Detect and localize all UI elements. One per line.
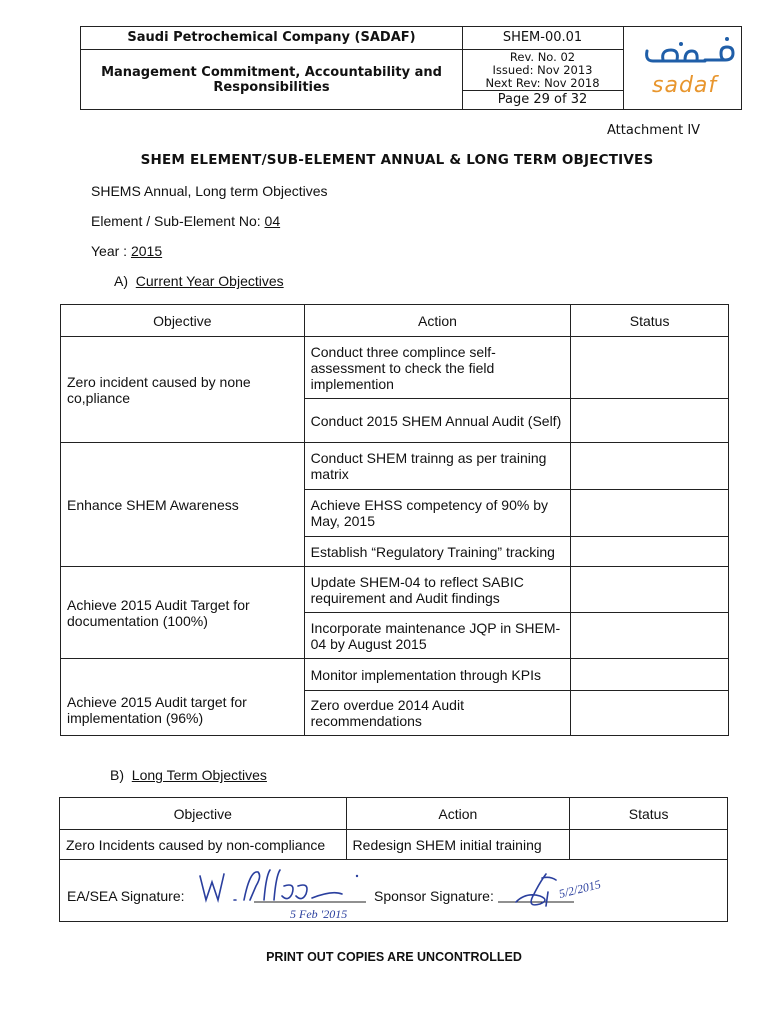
page-number: Page 29 of 32 [497,92,588,107]
company-name: Saudi Petrochemical Company (SADAF) [81,27,462,50]
document-control-block [462,27,624,109]
status-cell [571,443,729,490]
element-number-value: 04 [264,213,281,229]
document-title-line1: Management Commitment, Accountability and [101,64,442,80]
issued-date: Issued: Nov 2013 [492,63,593,77]
section-b-letter: B) [110,767,124,783]
section-a-letter: A) [114,273,128,289]
action-header: Action [304,305,571,337]
objective-cell: Achieve 2015 Audit Target for documentation (100%) [61,567,305,659]
document-code: SHEM-00.01 [462,27,623,50]
action-cell: Redesign SHEM initial training [346,830,570,860]
year-value: 2015 [130,243,163,259]
action-cell: Achieve EHSS competency of 90% by May, 2015 [304,490,571,537]
action-cell: Conduct SHEM trainng as per training matrix [304,443,571,490]
action-header: Action [346,798,570,830]
objective-header: Objective [61,305,305,337]
element-number-label: Element / Sub-Element No: [91,213,265,229]
table-header-row [60,798,728,830]
status-cell [571,659,729,691]
document-title [81,50,462,109]
intro-line: SHEMS Annual, Long term Objectives [91,183,328,199]
document-title-line2: Responsibilities [213,79,330,95]
uncontrolled-copies-notice: PRINT OUT COPIES ARE UNCONTROLLED [266,950,522,964]
objective-cell: Zero incident caused by none co,pliance [61,337,305,443]
sadaf-logo-graphic [623,27,741,109]
sponsor-signature-date: 5/2/2015 [557,877,603,901]
status-cell [571,691,729,736]
sponsor-signature-label: Sponsor Signature: [374,888,494,904]
current-year-objectives-table [60,304,729,736]
next-revision-date: Next Rev: Nov 2018 [485,76,600,90]
revision-info [462,50,623,91]
logo-wordmark: sadaf [652,73,718,98]
status-cell [571,537,729,567]
signature-cell [60,860,728,922]
action-cell: Conduct 2015 SHEM Annual Audit (Self) [304,399,571,443]
status-cell [571,399,729,443]
table-row [61,567,729,613]
long-term-objectives-table [59,797,728,922]
objective-cell: Zero Incidents caused by non-compliance [60,830,347,860]
objective-header: Objective [60,798,347,830]
table-row [60,830,728,860]
status-cell [571,613,729,659]
section-b-title: Long Term Objectives [131,767,267,783]
section-a-title: Current Year Objectives [135,273,284,289]
header-title-block [81,27,463,109]
status-header: Status [571,305,729,337]
action-cell: Zero overdue 2014 Audit recommendations [304,691,571,736]
section-b-heading [110,767,267,783]
action-cell: Update SHEM-04 to reflect SABIC requirement and Audit findings [304,567,571,613]
status-cell [571,567,729,613]
ea-signature-image [194,862,374,920]
year-line [91,243,162,259]
sponsor-signature-image [496,862,656,914]
action-cell: Monitor implementation through KPIs [304,659,571,691]
ea-signature-label: EA/SEA Signature: [67,888,185,904]
year-label: Year : [91,243,131,259]
status-cell [571,337,729,399]
document-header [80,26,742,110]
action-cell: Establish “Regulatory Training” tracking [304,537,571,567]
revision-number: Rev. No. 02 [509,50,576,64]
element-number-line [91,213,280,229]
action-cell: Incorporate maintenance JQP in SHEM-04 by August 2015 [304,613,571,659]
status-cell [570,830,728,860]
sadaf-logo [623,27,741,109]
table-row [61,443,729,490]
table-row [61,337,729,399]
status-header: Status [570,798,728,830]
attachment-label: Attachment IV [607,123,701,138]
table-header-row [61,305,729,337]
page-title: SHEM ELEMENT/SUB-ELEMENT ANNUAL & LONG TERM OBJECTIVES [140,152,654,168]
objective-cell: Achieve 2015 Audit target for implementation (96%) [61,659,305,736]
action-cell: Conduct three complince self-assessment to check the field implemention [304,337,571,399]
ea-signature-date: 5 Feb '2015 [290,907,348,920]
status-cell [571,490,729,537]
section-a-heading [114,273,284,289]
table-row [61,659,729,691]
signature-row [60,860,728,922]
objective-cell: Enhance SHEM Awareness [61,443,305,567]
